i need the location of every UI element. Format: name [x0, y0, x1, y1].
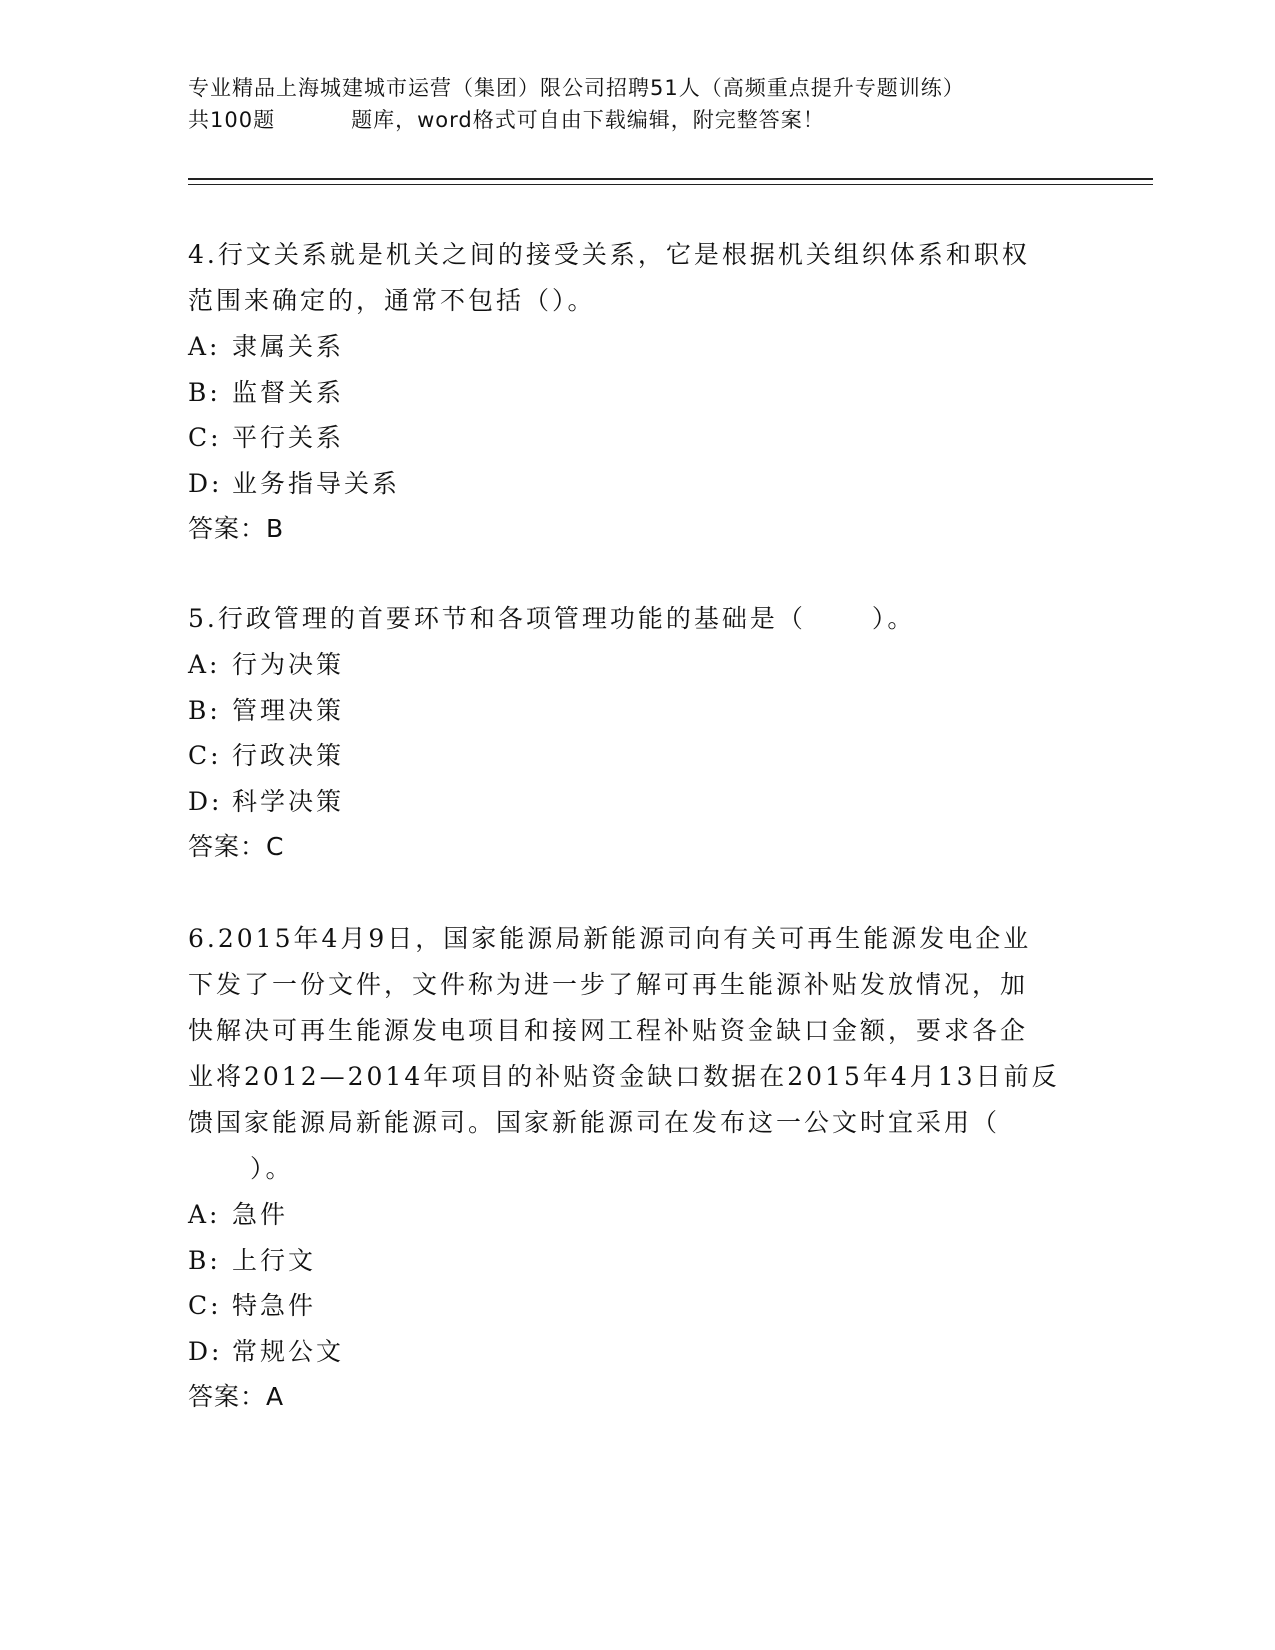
answer-label: 答案： [188, 1382, 267, 1411]
option-b [188, 1238, 1078, 1284]
question-stem-line: 6.2015年4月9日，国家能源局新能源司向有关可再生能源发电企业 [188, 924, 1032, 953]
answer-label: 答案： [188, 832, 267, 861]
question-stem-close: ）。 [250, 1154, 294, 1183]
option-key: B: [188, 377, 221, 407]
option-key: C: [188, 1291, 222, 1320]
option-key: B: [188, 1245, 221, 1275]
option-text: 特急件 [232, 1291, 317, 1320]
answer-value: A [266, 1382, 285, 1411]
option-text: 上行文 [232, 1245, 317, 1275]
option-key: C: [188, 423, 222, 452]
question-stem-line: 快解决可再生能源发电项目和接网工程补贴资金缺口金额，要求各企 [188, 1016, 1029, 1045]
option-text: 监督关系 [232, 377, 345, 407]
question-stem-line: 下发了一份文件，文件称为进一步了解可再生能源补贴发放情况，加 [188, 970, 1029, 999]
header-format-note: 题库，word格式可自由下载编辑，附完整答案！ [351, 108, 825, 132]
option-text: 行为决策 [232, 650, 345, 679]
option-key: A: [188, 1200, 221, 1229]
option-c [188, 1283, 1078, 1329]
option-key: A: [188, 332, 221, 361]
question-stem-close: ）。 [871, 604, 916, 633]
option-text: 隶属关系 [232, 332, 345, 361]
document-header [188, 72, 1108, 136]
answer-label: 答案： [188, 514, 267, 543]
question-stem-line: 范围来确定的，通常不包括（）。 [188, 286, 596, 315]
option-text: 常规公文 [232, 1336, 345, 1366]
option-b [188, 370, 1078, 416]
option-key: D: [188, 1336, 223, 1366]
answer-line [188, 506, 1078, 552]
option-text: 业务指导关系 [232, 468, 401, 498]
answer-value: C [266, 832, 285, 861]
question-stem-line: 馈国家能源局新能源司。国家新能源司在发布这一公文时宜采用（ [188, 1108, 1001, 1137]
option-a [188, 1192, 1078, 1238]
question-stem-line [188, 596, 1078, 642]
option-key: B: [188, 695, 221, 725]
header-title-line: 专业精品上海城建城市运营（集团）限公司招聘51人（高频重点提升专题训练） [188, 76, 965, 100]
question-5 [188, 596, 1078, 870]
question-stem-text: 5.行政管理的首要环节和各项管理功能的基础是（ [188, 604, 806, 633]
answer-line [188, 824, 1078, 870]
option-c [188, 415, 1078, 461]
option-d [188, 1329, 1078, 1375]
header-divider-thin [188, 184, 1153, 185]
question-6 [188, 916, 1078, 1420]
header-subtitle-line [188, 104, 1108, 136]
header-divider-thick [188, 178, 1153, 180]
option-key: D: [188, 786, 223, 816]
question-stem-line: 业将2012—2014年项目的补贴资金缺口数据在2015年4月13日前反 [188, 1062, 1060, 1091]
option-text: 行政决策 [232, 741, 345, 770]
option-key: A: [188, 650, 221, 679]
question-stem-line: 4.行文关系就是机关之间的接受关系，它是根据机关组织体系和职权 [188, 240, 1030, 269]
question-4 [188, 232, 1078, 552]
answer-line [188, 1374, 1078, 1420]
option-text: 管理决策 [232, 695, 345, 725]
option-text: 科学决策 [232, 786, 345, 816]
option-key: D: [188, 468, 223, 498]
option-text: 平行关系 [232, 423, 345, 452]
option-c [188, 733, 1078, 779]
question-stem-line [188, 1146, 1078, 1192]
option-a [188, 324, 1078, 370]
option-text: 急件 [232, 1200, 289, 1229]
option-b [188, 688, 1078, 734]
option-key: C: [188, 741, 222, 770]
answer-value: B [266, 514, 285, 543]
option-d [188, 461, 1078, 507]
header-question-count: 共100题 [188, 108, 276, 132]
option-d [188, 779, 1078, 825]
option-a [188, 642, 1078, 688]
